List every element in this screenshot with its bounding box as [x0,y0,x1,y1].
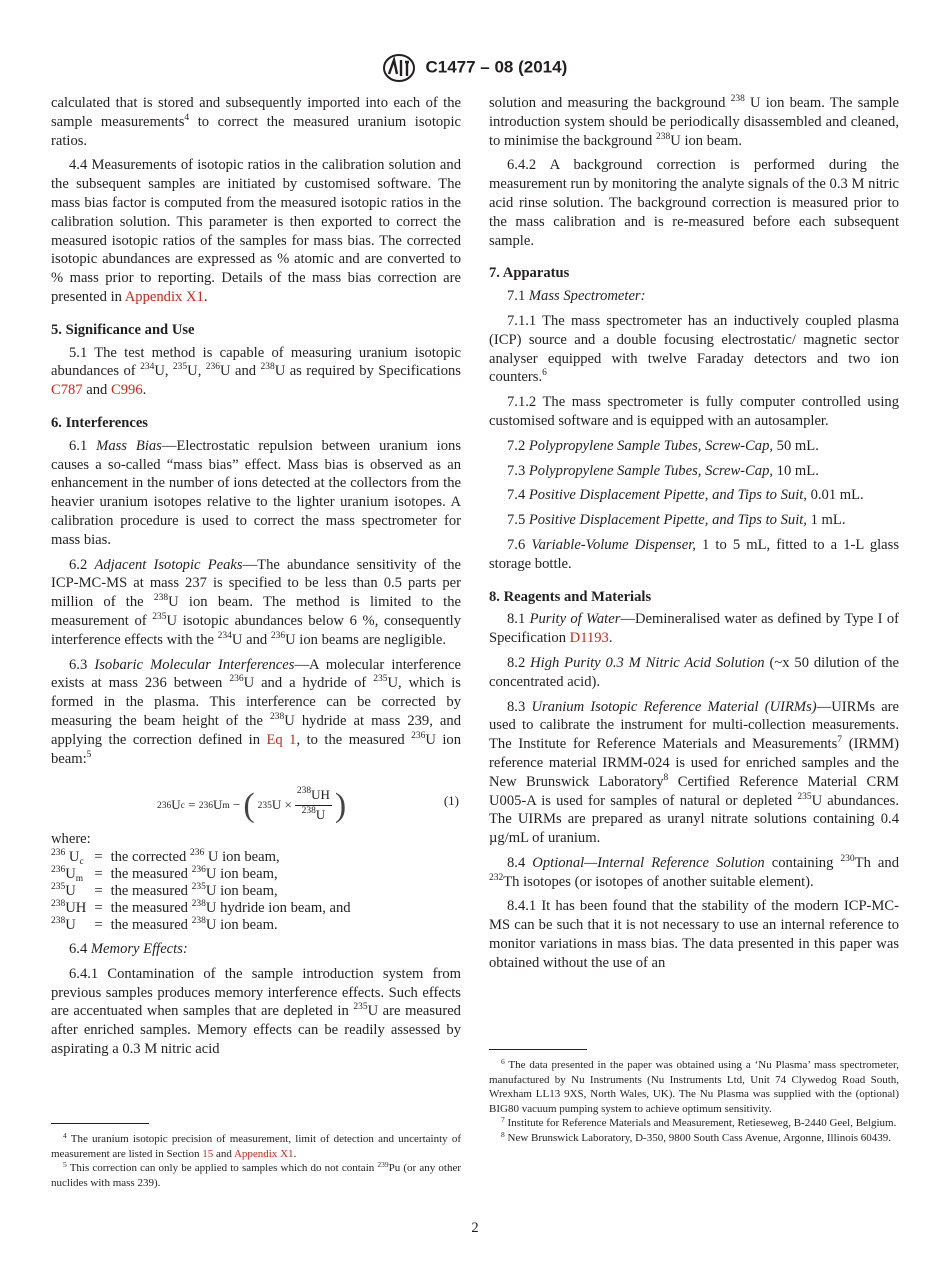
superscript: 235 [353,1002,368,1013]
text-run: U as required by Specifications [274,363,461,380]
section-heading [489,264,899,283]
right-footnotes [489,1049,899,1146]
where-definition [111,866,351,883]
superscript: 235 [152,611,167,622]
text-run: and [213,1147,234,1160]
where-row [51,866,351,883]
subscript: m [75,874,84,885]
superscript: 236 [270,630,286,641]
subscript: c [79,857,84,868]
text-run: The uranium isotopic precision of measurement, limit of detection and uncertainty of measurement are listed in Section [51,1133,461,1160]
text-run: U are measured after enriched samples. Memory effects can be readily assessed by aspirating a 0.3 M nitric acid [51,1003,461,1058]
text-run: 6.2 [69,556,95,573]
italic-term: Adjacent Isotopic Peaks [94,556,243,573]
superscript: 230 [840,853,855,864]
page-number: 2 [471,1220,479,1236]
superscript: 5 [86,749,92,760]
text-run: 6.3 [69,656,95,673]
superscript: 236 [51,848,66,859]
text-run: 8.2 [507,654,531,671]
eq-fraction [295,786,332,825]
eq-symbol: U [212,797,223,813]
text-run: U isotopic abundances below 6 %, consequently interference effects with the [51,612,461,648]
symbol: U [65,849,80,866]
superscript: 234 [140,362,155,373]
text-run: the measured [110,900,192,917]
superscript: 6 [542,368,547,379]
left-column [51,94,461,1065]
text-run: the measured [110,883,192,900]
where-definition [111,900,351,917]
superscript: 238 [260,362,275,373]
superscript: 232 [489,872,504,883]
left-paren: ( [243,786,255,824]
superscript: 6 [501,1057,505,1066]
text-run: 7.3 [507,462,529,479]
superscript: 236 [189,848,205,859]
footnote [489,1058,899,1116]
symbol: U [65,883,76,900]
paragraph [489,287,899,306]
superscript: 4 [184,112,190,123]
text-run: U ion beam. The sample introduction system should be periodically disassembled and cleaned, to minimise the background [489,95,899,149]
text-run: 7. Apparatus [489,265,570,282]
page-header [0,54,950,82]
text-run: the corrected [110,849,190,866]
cross-reference-link[interactable]: C996 [111,382,143,399]
right-paren: ) [334,786,347,824]
text-run: —The abundance sensitivity of the ICP-MC-MS at mass 237 is specified to be less than 0.5 parts per million of the [51,556,461,611]
text-run: the measured [110,917,192,934]
paragraph [489,654,899,692]
text-run: U ion beams are negligible. [285,631,446,648]
text-run: U, [154,363,173,380]
italic-term: Optional—Internal Reference Solution [532,854,765,871]
paragraph [51,344,461,400]
text-run: calculated that is stored and subsequently imported into each of the sample measurements [51,95,461,130]
footnote [489,1116,899,1131]
paragraph [489,94,899,150]
text-run: 7.1.2 The mass spectrometer is fully computer controlled using customised software and is equipped with an autosampler. [489,394,899,429]
text-run: U and a hydride of [243,675,374,692]
text-run: 6.4.2 A background correction is performed during the measurement run by monitoring the analyte signals of the 0.3 M nitric acid rinse solution. The background correction is measured prior to the mass calibration and is re-measured before each subsequent sample. [489,157,899,249]
italic-term: Isobaric Molecular Interferences [94,656,295,673]
italic-term: High Purity 0.3 M Nitric Acid Solution [530,654,765,671]
superscript: 5 [63,1160,67,1170]
text-run: U abundances. The UIRMs are prepared as uranyl nitrate solutions containing 0.4 µg/mL of uranium. [489,792,899,847]
text-run: U, which is formed in the plasma. This interference can be corrected by measuring the beam height of the [51,675,461,729]
text-run: This correction can only be applied to samples which do not contain [66,1162,378,1175]
superscript: 236 [229,674,244,685]
eq-denominator: U [315,807,326,823]
text-run: and [82,382,111,399]
text-run: U ion beam. [205,917,278,934]
eq-operator: × [284,797,292,813]
eq-operator: = [188,797,196,813]
text-run: . [203,288,208,305]
cross-reference-link[interactable]: Appendix X1 [124,288,204,305]
paragraph [489,393,899,431]
text-run: U ion beam, [205,883,278,900]
text-run: solution and measuring the background [489,95,731,111]
text-run: U ion beam, [205,866,278,883]
text-run: U ion beam. [670,132,742,149]
text-run: 1 mL. [806,512,846,529]
where-row [51,883,351,900]
equation-formula: 236 U c = 236 U m − ( 235 U × $\frac{^{238}UH}{^{238}U}$ ) [157,786,347,824]
paragraph [489,156,899,250]
text-run: . [608,630,613,647]
text-run: Pu (or any other nuclides with mass 239). [51,1162,461,1189]
section-heading [489,588,899,607]
text-run: (IRMM) reference material IRMM-024 is used for enriched samples and the New Brunswick Laboratory [489,736,899,790]
where-symbol [51,917,86,934]
superscript: 7 [837,735,843,746]
text-run: U ion beam. The method is limited to the measurement of [51,594,461,629]
text-run: 6. Interferences [51,414,148,431]
text-run: 0.01 mL. [806,487,864,504]
text-run: 1 to 5 mL, fitted to a 1-L glass storage bottle. [489,536,900,572]
paragraph [489,610,899,648]
text-run: 7.5 [507,512,529,529]
text-run: to correct the measured uranium isotopic ratios. [51,113,461,149]
italic-term: Memory Effects: [90,941,188,958]
paragraph [51,656,461,769]
footnote-rule [51,1123,149,1124]
text-run: 50 mL. [773,437,819,454]
footnote [51,1132,461,1161]
italic-term: Purity of Water [529,611,621,628]
superscript: 238 [191,916,206,927]
superscript: 239 [377,1160,389,1170]
where-symbol [51,849,86,866]
text-run: —A molecular interference exists at mass 236 between [51,656,462,692]
paragraph [489,511,899,530]
astm-logo-icon [383,54,415,82]
superscript: 235 [797,791,812,802]
text-run: 7.6 [507,536,532,553]
where-definition [111,883,351,900]
superscript: 8 [663,772,669,783]
footnote-rule [489,1049,587,1050]
eq-sup: 238 [296,786,312,797]
symbol: U [65,917,76,934]
symbol: UH [65,900,87,917]
text-run: 6.1 [69,437,97,454]
text-run: 6.4.1 Contamination of the sample introduction system from previous samples produces memory interference effects. Such effects are accentuated when samples that are depleted in [51,965,461,1020]
text-run: —UIRMs are used to calibrate the instrument for multi-collection measurements. The Institute for Reference Materials and Measurements [489,698,900,753]
text-run: 7.1 [507,288,529,305]
superscript: 236 [191,865,206,876]
where-equals: = [94,866,103,883]
text-run: . [293,1147,297,1160]
paragraph [489,536,899,574]
italic-term: Mass Spectrometer: [528,288,646,305]
section-heading [51,321,461,340]
cross-reference-link[interactable]: 15 [202,1147,214,1160]
equation-1 [51,774,461,826]
text-run: U hydride ion beam, and [205,900,351,917]
where-label: where: [51,831,91,848]
text-run: 5. Significance and Use [51,321,195,338]
italic-term: Polypropylene Sample Tubes, Screw-Cap, [528,437,774,454]
superscript: 236 [205,362,221,373]
superscript: 238 [153,593,169,604]
italic-term: Uranium Isotopic Reference Material (UIRMs) [531,698,817,715]
italic-term: Positive Displacement Pipette, and Tips to Suit, [528,487,807,504]
text-run: Th and [854,854,900,871]
text-run: 7.2 [507,437,529,454]
symbol: U [65,866,76,883]
superscript: 238 [730,94,745,104]
cross-reference-link[interactable]: D1193 [569,630,609,647]
text-run: 8.4 [507,854,533,871]
superscript: 238 [51,916,66,927]
superscript: 234 [217,630,232,641]
text-run: 8. Reagents and Materials [489,588,652,605]
paragraph [489,897,899,972]
text-run: 6.4 [69,941,91,958]
where-symbol [51,883,86,900]
text-run: Th isotopes (or isotopes of another suitable element). [503,873,814,890]
paragraph [51,156,461,306]
text-run: U hydride at mass 239, and applying the correction defined in [51,712,461,748]
superscript: 235 [373,674,388,685]
paragraph [51,94,461,150]
text-run: New Brunswick Laboratory, D-350, 9800 South Cass Avenue, Argonne, Illinois 60439. [504,1131,892,1144]
where-row [51,900,351,917]
text-run: 7.4 [507,487,529,504]
text-run: 8.4.1 It has been found that the stability of the modern ICP-MC-MS can be such that it is not necessary to use an internal reference to monitor variations in mass bias. The data presented in this paper was obtained without the use of an [489,898,899,971]
paragraph [489,854,899,892]
paragraph [51,940,461,959]
text-run: —Electrostatic repulsion between uranium ions causes a so-called “mass bias” effect. Mass bias is observed as an enhancement in the number of ions detected at the collectors from the heavier uranium isotopes relative to the lighter uranium isotopes. A calibration procedure is used to correct the mass spectrometer for mass bias. [51,437,461,548]
where-symbol [51,866,86,883]
standard-designation: C1477 – 08 (2014) [425,57,568,77]
section-heading [51,414,461,433]
where-table [51,849,351,934]
paragraph [51,556,461,650]
eq-operator: − [232,797,241,813]
superscript: 235 [51,882,66,893]
text-run: Certified Reference Material CRM U005-A is used for samples of natural or depleted [489,773,900,809]
text-run: , to the measured [296,731,412,748]
where-list [51,830,461,934]
paragraph [51,965,461,1059]
cross-reference-link[interactable]: C787 [51,382,83,399]
text-run: Institute for Reference Materials and Measurement, Retieseweg, B-2440 Geel, Belgium. [504,1117,897,1130]
text-run: 7.1.1 The mass spectrometer has an inductively coupled plasma (ICP) source and a double focusing electrostatic/ magnetic sector analyser equipped with twelve Faraday detectors and two ion counters. [489,312,899,386]
eq-symbol: U [171,797,181,813]
where-row [51,849,351,866]
italic-term: Positive Displacement Pipette, and Tips to Suit, [528,512,807,529]
text-run: U and [231,631,271,648]
paragraph [489,437,899,456]
text-run: U ion beam: [51,731,461,767]
text-run: . [142,382,147,399]
eq-numerator: UH [311,787,330,803]
italic-term: Variable-Volume Dispenser, [531,536,696,553]
eq-sup: 238 [301,806,316,817]
text-run: 8.1 [507,611,530,628]
paragraph [51,437,461,550]
superscript: 238 [51,899,66,910]
text-run: 10 mL. [773,462,819,479]
where-equals: = [94,917,103,934]
left-footnotes [51,1123,461,1190]
superscript: 235 [172,362,188,373]
eq-symbol: U [271,797,282,813]
paragraph [489,698,899,848]
italic-term: Polypropylene Sample Tubes, Screw-Cap, [528,462,774,479]
where-symbol [51,900,86,917]
paragraph [489,462,899,481]
paragraph [489,486,899,505]
superscript: 238 [656,131,671,142]
superscript: 238 [191,899,206,910]
superscript: 238 [270,711,285,722]
equation-number: (1) [443,793,459,809]
text-run: —Demineralised water as defined by Type I of Specification [489,611,900,647]
text-run: (~x 50 dilution of the concentrated acid). [489,654,900,690]
cross-reference-link[interactable]: Eq 1 [266,731,297,748]
text-run: containing [764,854,841,871]
italic-term: Mass Bias [96,437,162,454]
where-equals: = [94,883,103,900]
where-definition [111,849,351,866]
text-run: U and [220,363,261,380]
footnote [51,1161,461,1190]
text-run: U, [187,363,206,380]
superscript: 236 [411,730,426,741]
right-column [489,94,899,979]
text-run: The data presented in the paper was obtained using a ‘Nu Plasma’ mass spectrometer, manufactured by Nu Instruments (Nu Instruments Ltd, Unit 74 Clywedog Road South, Wrexham LL13 9XS, North Wales, UK). The Nu Plasma was supplied with the (optional) BIG80 vacuum pumping system to achieve optimum sensitivity. [489,1059,899,1115]
superscript: 8 [501,1129,505,1139]
text-run: U ion beam, [204,849,280,866]
where-equals: = [94,900,103,917]
superscript: 235 [191,882,206,893]
text-run: 5.1 The test method is capable of measuring uranium isotopic abundances of [51,344,461,380]
superscript: 236 [51,865,66,876]
footnote [489,1131,899,1146]
where-definition [111,917,351,934]
text-run: 8.3 [507,698,532,715]
text-run: the measured [110,866,192,883]
where-row [51,917,351,934]
superscript: 4 [63,1131,67,1140]
where-equals: = [94,849,103,866]
superscript: 7 [501,1115,505,1125]
text-run: 4.4 Measurements of isotopic ratios in the calibration solution and the subsequent samples are initiated by customised software. The mass bias factor is computed from the measured isotopic ratios in the calibration solution. This parameter is then exported to correct the measured isotopic ratios of the samples for mass bias. The corrected isotopic abundances are expressed as % atomic and are converted to % mass prior to reporting. Details of the mass bias correction are presented in [51,157,461,305]
cross-reference-link[interactable]: Appendix X1 [233,1147,294,1160]
paragraph [489,312,899,387]
